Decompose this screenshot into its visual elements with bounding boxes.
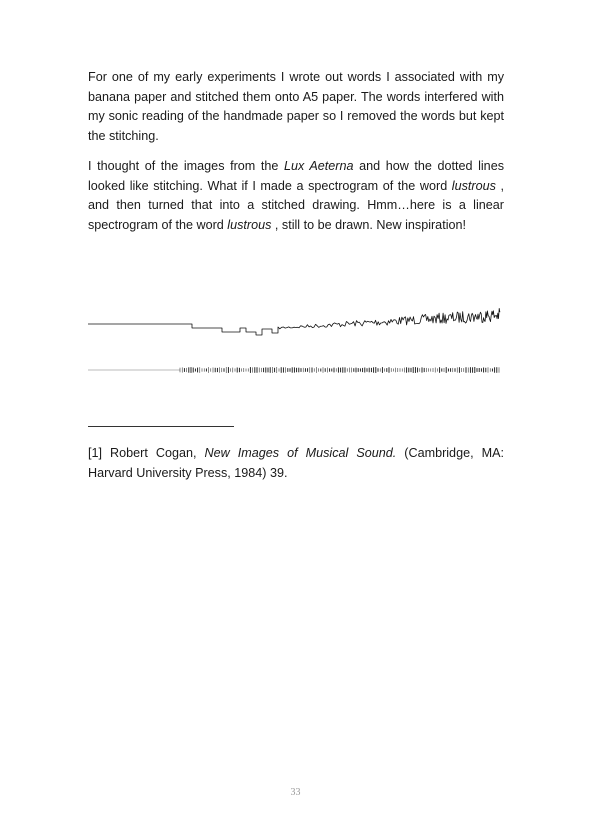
paragraph-2-italic-lustrous-1: lustrous <box>451 178 496 193</box>
paragraph-2-italic-lustrous-2: lustrous <box>227 217 272 232</box>
paragraph-1: For one of my early experiments I wrote out words I associated with my banana paper and stitched them onto A5 paper. The words interfered with my sonic reading of the handmade paper so I removed the words but kept the stitching. <box>88 70 504 143</box>
paragraph-2 <box>88 157 504 235</box>
paragraph-2-italic-lux-aeterna: Lux Aeterna <box>283 159 354 173</box>
paragraph-2-text-1: I thought of the images from the <box>88 159 284 173</box>
footnote <box>88 444 504 483</box>
paragraph-2-text-4: , still to be drawn. New inspiration! <box>271 217 466 232</box>
page-number: 33 <box>290 787 301 798</box>
footnote-text-2: (Cambridge, MA: Harvard University Press, 1984) 39. <box>88 446 504 480</box>
paragraph-2-text-2: and how the dotted lines looked like stitching. What if I made a spectrogram of the word <box>88 159 504 193</box>
footnote-italic-title: New Images of Musical Sound. <box>204 446 397 460</box>
paragraph-2-text-3: , and then turned that into a stitched drawing. Hmm…here is a linear spectrogram of the word <box>88 178 504 232</box>
spectrogram-waveform <box>88 308 500 335</box>
spectrogram-tick-marks <box>180 367 499 373</box>
spectrogram-figure <box>88 298 504 380</box>
footnote-text-1: [1] Robert Cogan, <box>88 446 205 460</box>
footnote-divider <box>88 426 234 427</box>
